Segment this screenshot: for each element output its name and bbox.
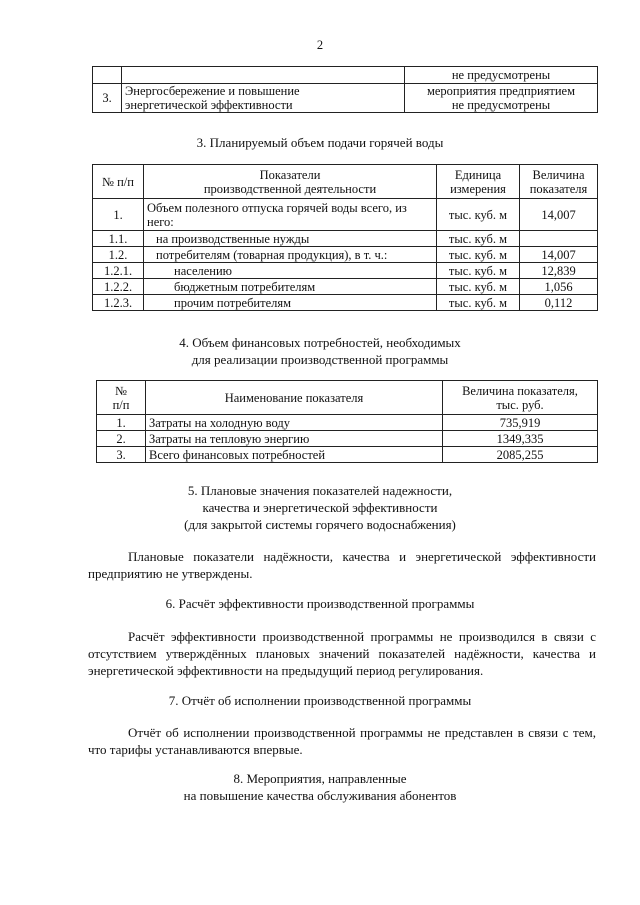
col-header-num: № п/п <box>93 165 144 199</box>
table-row: 1. Объем полезного отпуска горячей воды всего, из него: тыс. куб. м 14,007 <box>93 199 598 231</box>
top-table-row3-num: 3. <box>93 84 122 113</box>
section4-title: 4. Объем финансовых потребностей, необходимых для реализации производственной программы <box>179 335 461 367</box>
section5-text: Плановые показатели надёжности, качества и энергетической эффективности предприятию не утверждены. <box>88 549 596 581</box>
col-header-unit: Единица измерения <box>437 165 520 199</box>
table-row: 1.2.1. населению тыс. куб. м 12,839 <box>93 263 598 279</box>
section6-title: 6. Расчёт эффективности производственной программы <box>165 596 475 611</box>
hot-water-volume-table <box>92 164 598 311</box>
page-number: 2 <box>316 38 324 52</box>
table-row: 1.1. на производственные нужды тыс. куб. м <box>93 231 598 247</box>
section7-title: 7. Отчёт об исполнении производственной программы <box>168 693 472 708</box>
table-row: 1. Затраты на холодную воду 735,919 <box>97 415 598 431</box>
section7-text: Отчёт об исполнении производственной программы не представлен в связи с тем, что тарифы устанавливаются впервые. <box>88 725 596 757</box>
top-table-prev-value: не предусмотрены <box>405 67 598 84</box>
financial-needs-table <box>96 380 598 463</box>
table-row: 1.2.3. прочим потребителям тыс. куб. м 0,112 <box>93 295 598 311</box>
col-header-value: Величина показателя, тыс. руб. <box>443 381 598 415</box>
top-table-row3-value: мероприятия предприятием не предусмотрены <box>405 84 598 113</box>
col-header-name: Наименование показателя <box>146 381 443 415</box>
table-row: 1.2. потребителям (товарная продукция), в т. ч.: тыс. куб. м 14,007 <box>93 247 598 263</box>
section6-text: Расчёт эффективности производственной программы не производился в связи с отсутствием утверждённых плановых значений показателей надёжности, качества и энергетической эффективности на предыдущий период регулирования. <box>88 629 596 678</box>
table-row: 3. Всего финансовых потребностей 2085,255 <box>97 447 598 463</box>
top-table <box>92 66 598 113</box>
top-table-row3-name: Энергосбережение и повышение энергетической эффективности <box>122 84 405 113</box>
col-header-indicator: Показатели производственной деятельности <box>144 165 437 199</box>
section8-title: 8. Мероприятия, направленные на повышение качества обслуживания абонентов <box>183 771 457 803</box>
table-row: 1.2.2. бюджетным потребителям тыс. куб. м 1,056 <box>93 279 598 295</box>
section3-title: 3. Планируемый объем подачи горячей воды <box>196 135 444 150</box>
col-header-value: Величина показателя <box>520 165 598 199</box>
table-row: 2. Затраты на тепловую энергию 1349,335 <box>97 431 598 447</box>
section5-title: 5. Плановые значения показателей надежности, качества и энергетической эффективности (для закрытой системы горячего водоснабжения) <box>184 483 456 532</box>
col-header-num: № п/п <box>97 381 146 415</box>
